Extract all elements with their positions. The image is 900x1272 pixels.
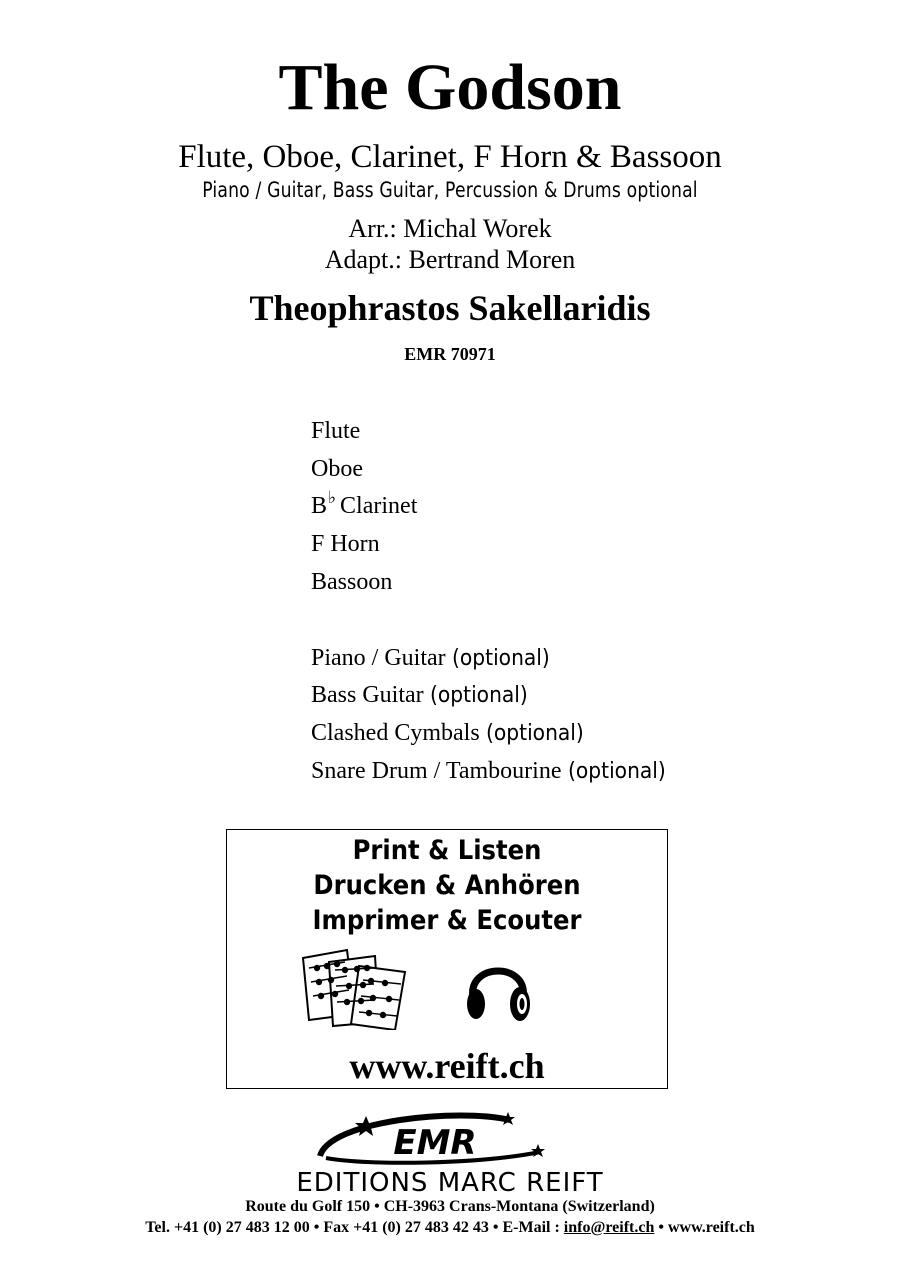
score-title: The Godson — [278, 51, 622, 124]
flat-symbol: ♭ — [328, 488, 337, 507]
optional-note: (optional) — [429, 683, 528, 708]
part-name: Piano / Guitar — [311, 645, 446, 671]
email-link[interactable]: info@reift.ch — [563, 1219, 655, 1236]
part-name: Bass Guitar — [311, 682, 424, 708]
contact-website: • www.reift.ch — [654, 1219, 755, 1236]
part-name: Snare Drum / Tambourine — [311, 758, 562, 784]
promo-line-english: Print & Listen — [352, 835, 542, 866]
part-optional-snare-tambourine — [311, 756, 674, 787]
part-flute: Flute — [311, 418, 361, 444]
part-optional-clashed-cymbals — [311, 718, 592, 749]
logo-text: EMR — [393, 1123, 477, 1163]
emr-logo — [310, 1110, 560, 1170]
part-optional-piano-guitar — [311, 643, 558, 674]
optional-note: (optional) — [567, 759, 666, 784]
promo-line-german: Drucken & Anhören — [313, 870, 581, 901]
catalog-number: EMR 70971 — [404, 344, 496, 364]
adapter: Adapt.: Bertrand Moren — [324, 245, 576, 274]
optional-note: (optional) — [451, 646, 550, 671]
part-oboe: Oboe — [311, 456, 363, 482]
headphones-icon — [463, 950, 533, 1028]
composer: Theophrastos Sakellaridis — [249, 288, 651, 328]
publisher-address: Route du Golf 150 • CH-3963 Crans-Montana (Switzerland) — [245, 1198, 655, 1215]
print-listen-box — [226, 829, 668, 1089]
publisher-name: EDITIONS MARC REIFT — [296, 1168, 604, 1198]
promo-line-french: Imprimer & Ecouter — [312, 905, 582, 936]
clarinet-label: Clarinet — [340, 493, 418, 519]
part-name: Clashed Cymbals — [311, 720, 480, 746]
contact-phone-fax: Tel. +41 (0) 27 483 12 00 • Fax +41 (0) 27 483 42 43 • E-Mail : — [145, 1219, 564, 1236]
optional-note: (optional) — [485, 721, 584, 746]
part-clarinet — [311, 488, 418, 523]
clarinet-key: B — [311, 493, 328, 519]
part-bassoon: Bassoon — [311, 569, 393, 595]
part-optional-bass-guitar — [311, 680, 536, 711]
publisher-contact — [0, 1217, 900, 1239]
arranger: Arr.: Michal Worek — [348, 214, 552, 243]
sheet-music-icon — [299, 948, 411, 1030]
part-f-horn: F Horn — [311, 531, 380, 557]
instrumentation-line: Flute, Oboe, Clarinet, F Horn & Bassoon — [178, 139, 722, 175]
optional-instruments-line: Piano / Guitar, Bass Guitar, Percussion & Drums optional — [202, 178, 698, 202]
promo-url[interactable]: www.reift.ch — [349, 1046, 545, 1086]
